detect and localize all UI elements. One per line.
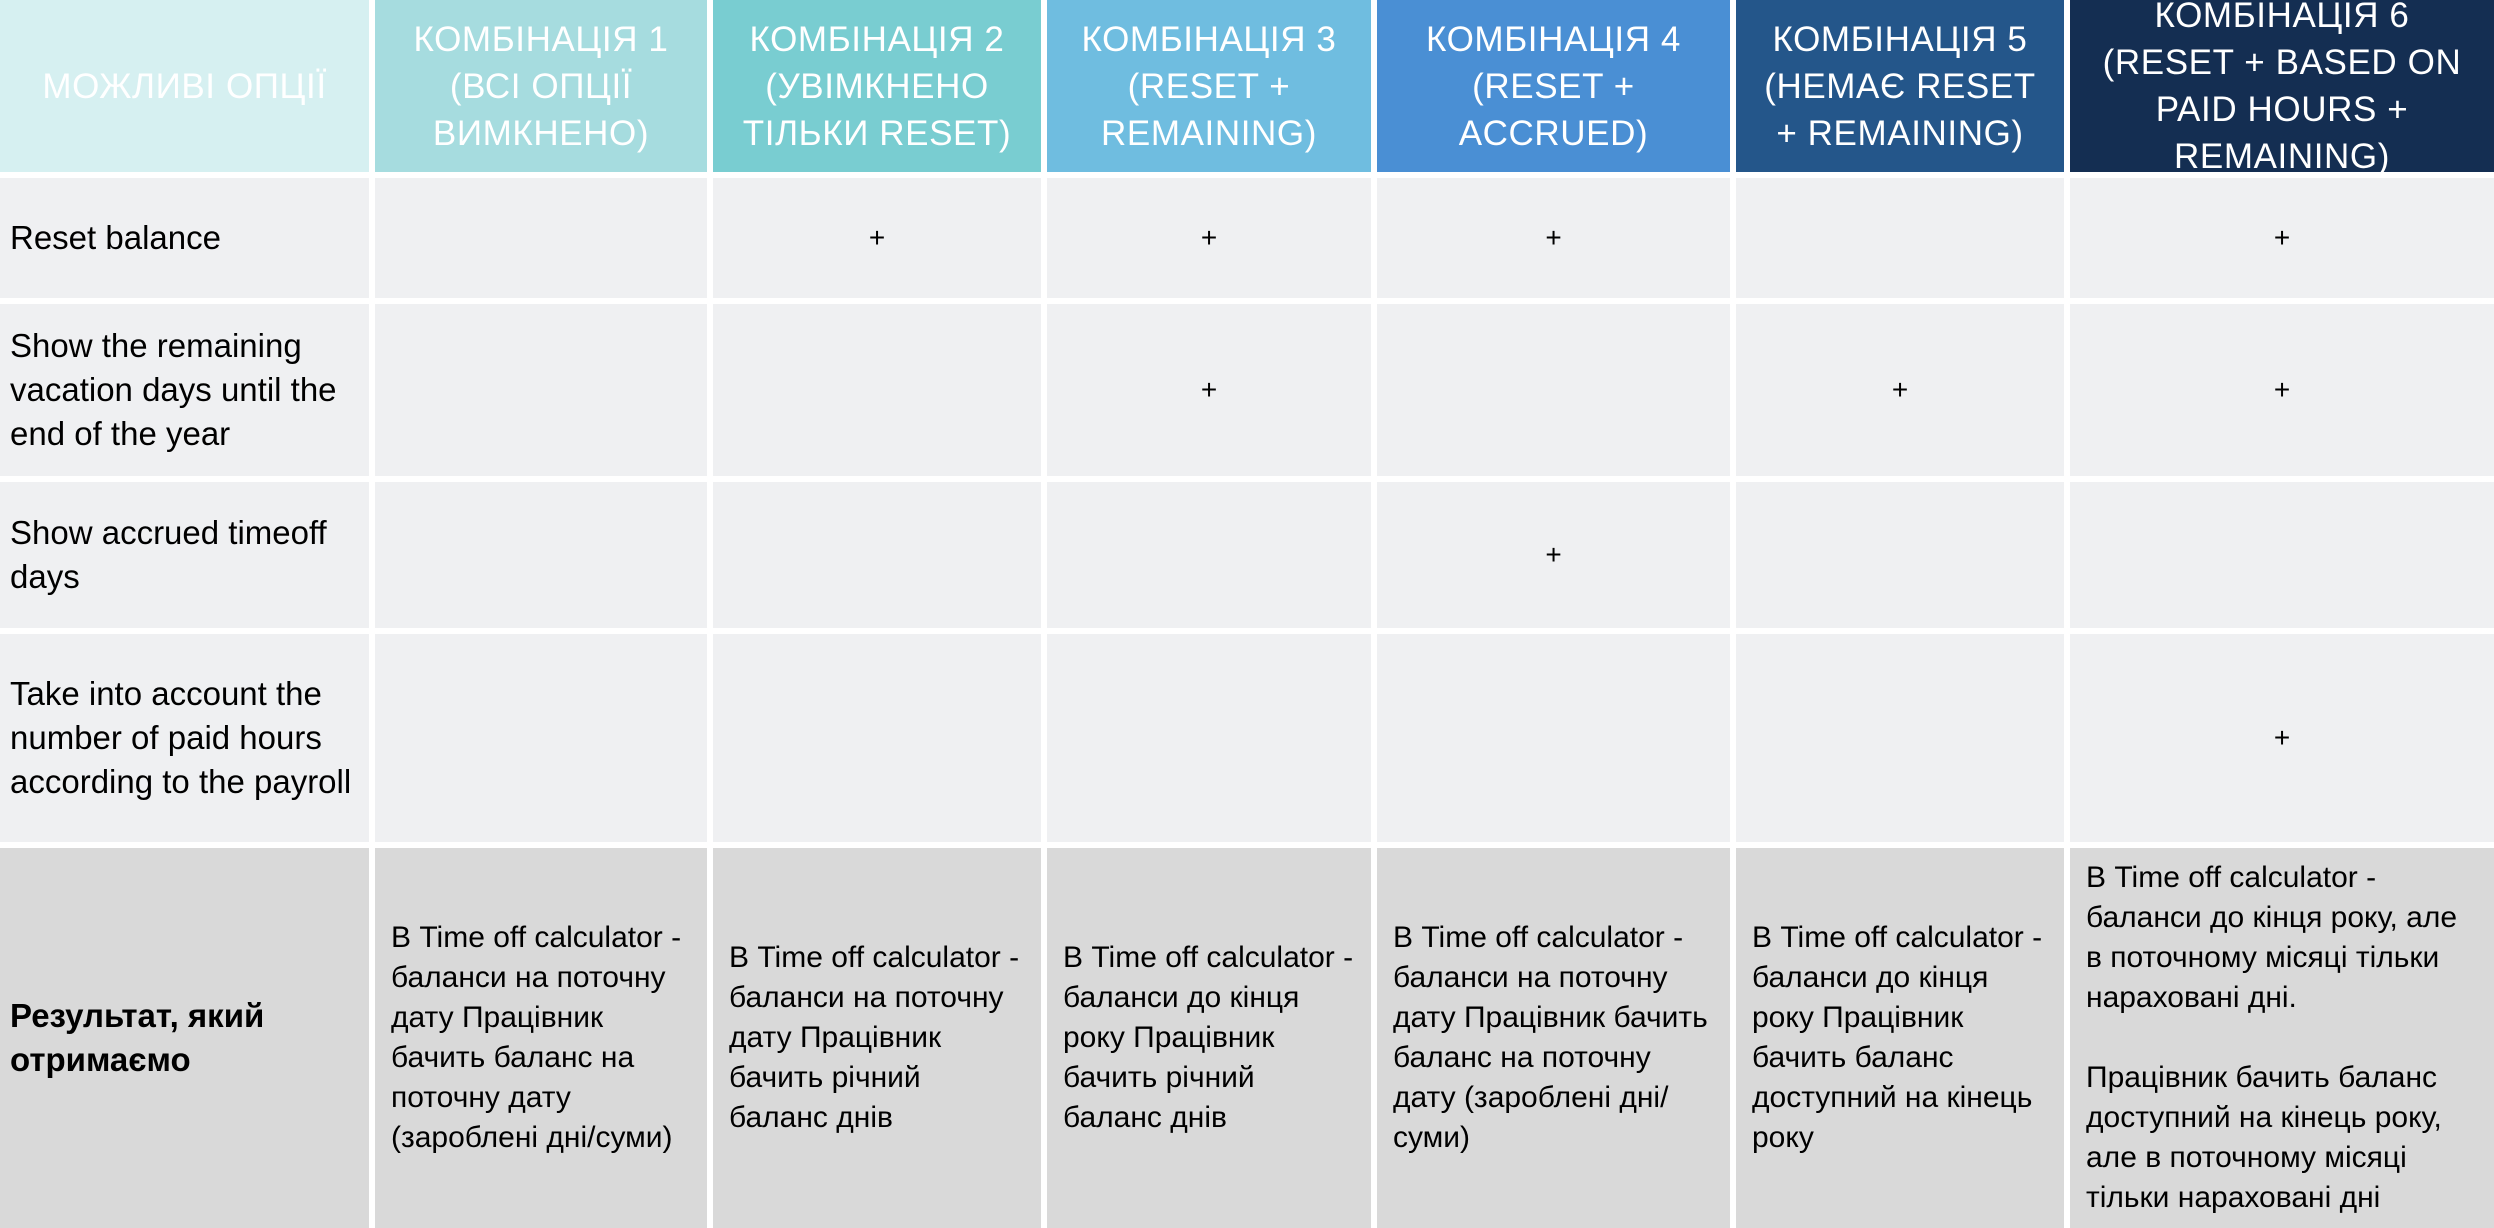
mark-cell: + [713, 178, 1041, 298]
option-label-paid-hours: Take into account the number of paid hours according to the payroll [0, 634, 369, 842]
option-label-remaining-days: Show the remaining vacation days until the end of the year [0, 304, 369, 476]
mark-cell [1377, 634, 1730, 842]
mark-cell [1736, 178, 2064, 298]
header-options [0, 0, 369, 172]
header-options-label: МОЖЛИВІ ОПЦІЇ [42, 66, 327, 106]
mark-cell: + [2070, 178, 2494, 298]
result-cell-combo-6 [2070, 848, 2494, 1228]
result-cell-combo-2 [713, 848, 1041, 1228]
result-text: В Time off calculator - баланси до кінця року, але в поточному місяці тільки нараховані дні. Працівник бачить баланс доступний на кінець року, але в поточному місяці тільки нараховані дні [2086, 861, 2458, 1214]
header-combo-6 [2070, 0, 2494, 176]
mark-cell [713, 482, 1041, 628]
mark-cell [1736, 482, 2064, 628]
mark-cell [713, 304, 1041, 476]
result-cell-combo-4 [1377, 848, 1730, 1228]
result-text: В Time off calculator - баланси на поточну дату Працівник бачить баланс на поточну дату (зароблені дні/суми) [391, 921, 682, 1154]
header-combo-4-label: КОМБІНАЦІЯ 4 (RESET + ACCRUED) [1426, 19, 1681, 153]
header-combo-1 [375, 0, 707, 172]
option-label-reset-balance: Reset balance [0, 178, 369, 298]
mark-cell: + [1047, 304, 1371, 476]
mark-cell: + [1047, 178, 1371, 298]
result-text: В Time off calculator - баланси до кінця року Працівник бачить баланс доступний на кінець року [1752, 921, 2043, 1154]
mark-cell: + [2070, 634, 2494, 842]
result-text: В Time off calculator - баланси на поточну дату Працівник бачить річний баланс днів [729, 941, 1020, 1134]
mark-cell [1377, 304, 1730, 476]
header-combo-3-label: КОМБІНАЦІЯ 3 (RESET + REMAINING) [1081, 19, 1337, 153]
mark-cell [1047, 634, 1371, 842]
header-combo-4 [1377, 0, 1730, 172]
header-combo-1-label: КОМБІНАЦІЯ 1 (ВСІ ОПЦІЇ ВИМКНЕНО) [413, 19, 669, 153]
mark-cell [1047, 482, 1371, 628]
option-label-accrued-days: Show accrued timeoff days [0, 482, 369, 628]
mark-cell [713, 634, 1041, 842]
mark-cell [375, 634, 707, 842]
result-text: В Time off calculator - баланси до кінця року Працівник бачить річний баланс днів [1063, 941, 1354, 1134]
result-text: В Time off calculator - баланси на поточну дату Працівник бачить баланс на поточну дату (зароблені дні/суми) [1393, 921, 1708, 1154]
result-cell-combo-1 [375, 848, 707, 1228]
result-cell-combo-5 [1736, 848, 2064, 1228]
header-combo-3 [1047, 0, 1371, 172]
header-combo-5-label: КОМБІНАЦІЯ 5 (НЕМАЄ RESET + REMAINING) [1764, 19, 2036, 153]
mark-cell: + [2070, 304, 2494, 476]
mark-cell: + [1377, 178, 1730, 298]
mark-cell [1736, 634, 2064, 842]
mark-cell: + [1377, 482, 1730, 628]
mark-cell: + [1736, 304, 2064, 476]
header-combo-2 [713, 0, 1041, 172]
result-label: Результат, який отримаємо [0, 848, 369, 1228]
header-combo-2-label: КОМБІНАЦІЯ 2 (УВІМКНЕНО ТІЛЬКИ RESET) [742, 19, 1012, 153]
header-combo-6-label: КОМБІНАЦІЯ 6 (RESET + BASED ON PAID HOURS + REMAINING) [2102, 0, 2462, 176]
mark-cell [375, 482, 707, 628]
header-combo-5 [1736, 0, 2064, 172]
mark-cell [375, 178, 707, 298]
mark-cell [375, 304, 707, 476]
mark-cell [2070, 482, 2494, 628]
result-cell-combo-3 [1047, 848, 1371, 1228]
